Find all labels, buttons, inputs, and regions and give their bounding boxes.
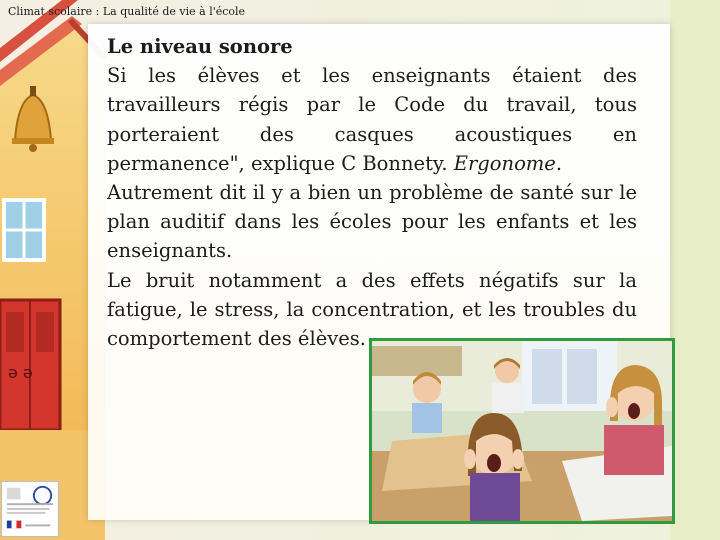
noise-effects-paragraph: Le bruit notamment a des effets négatifs sur la fatigue, le stress, la concentration, et les troubles du comportement des élèves.: [107, 268, 637, 351]
classroom-photo-image: [372, 341, 672, 521]
svg-text:ə ə: ə ə: [8, 363, 33, 382]
ministry-logo: [1, 481, 59, 537]
quote-text: Si les élèves et les enseignants étaient des travailleurs régis par le Code du travail, tous porteraient des casques acoustiques en permanence", explique C Bonnety.: [107, 64, 637, 175]
classroom-photo: [369, 338, 675, 524]
quote-paragraph: [107, 61, 637, 178]
quote-role: Ergonome: [453, 151, 556, 175]
quote-end: .: [555, 151, 563, 175]
section-heading: Le niveau sonore: [107, 35, 293, 58]
health-paragraph: Autrement dit il y a bien un problème de santé sur le plan auditif dans les écoles pour les enfants et les enseignants.: [107, 181, 637, 263]
slide-body-text: [107, 32, 637, 353]
slide-header-title: Climat scolaire : La qualité de vie à l'école: [8, 5, 246, 18]
